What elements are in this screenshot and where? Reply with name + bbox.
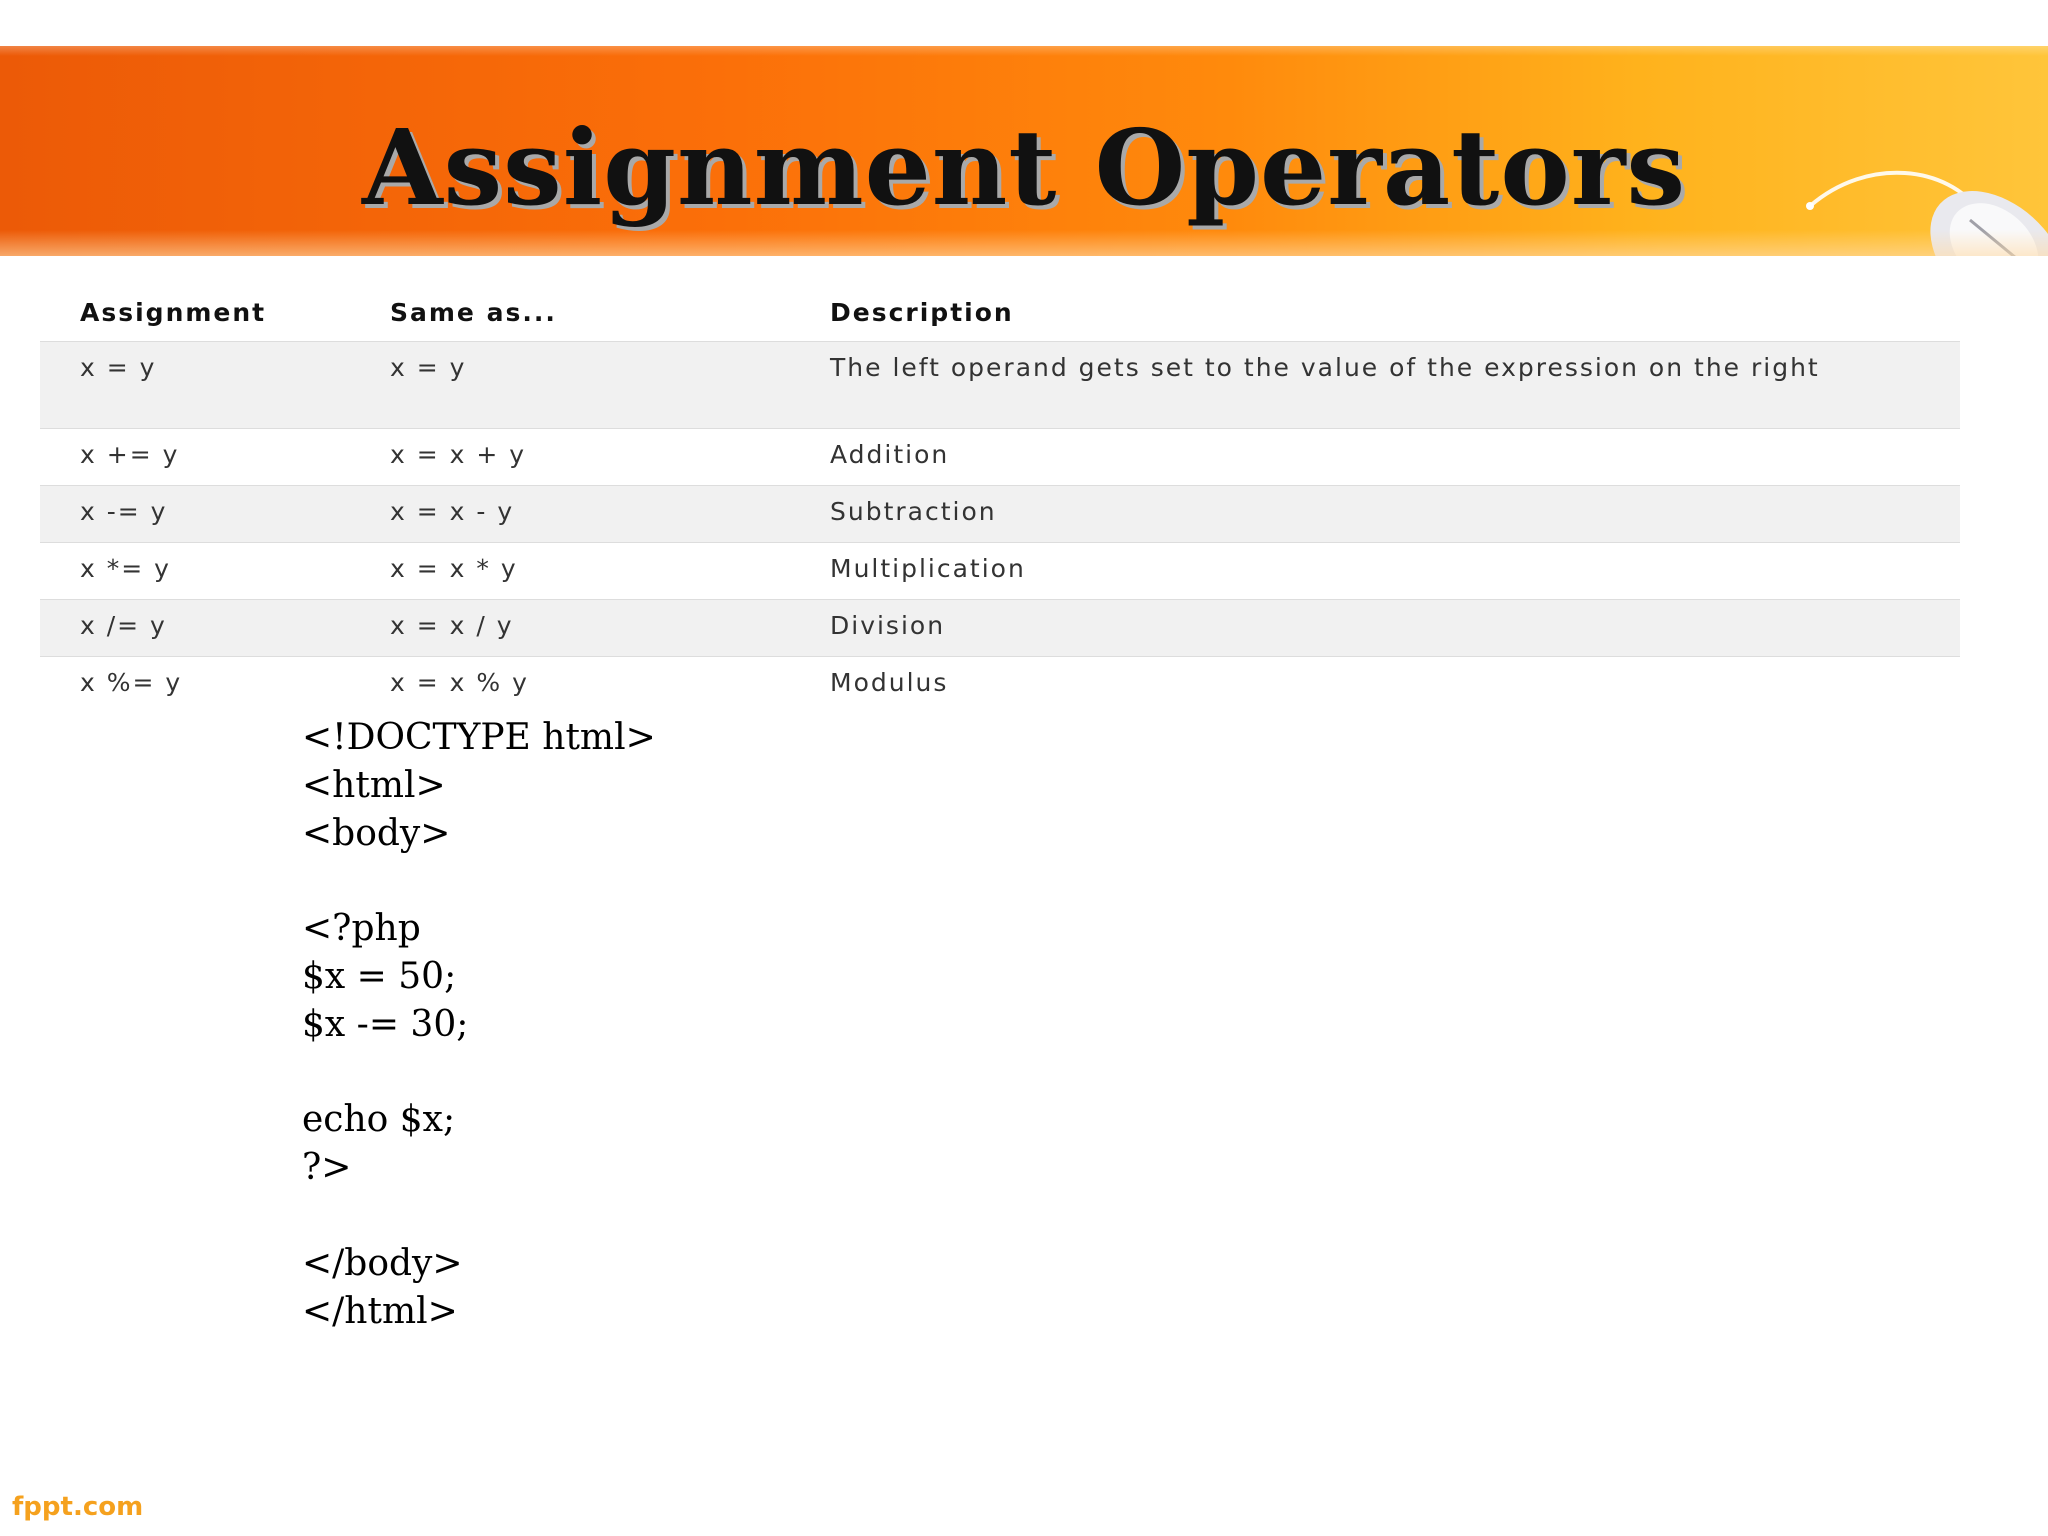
- code-line: <html>: [302, 764, 446, 806]
- title-banner: [0, 46, 2048, 256]
- operators-table: [40, 284, 1960, 704]
- table-row: [40, 600, 1960, 657]
- column-header-same-as: Same as...: [350, 284, 790, 342]
- code-line: <body>: [302, 812, 451, 854]
- code-line: $x = 50;: [302, 955, 457, 997]
- code-line: ?>: [302, 1147, 352, 1189]
- code-line: </html>: [302, 1290, 458, 1332]
- code-line: <!DOCTYPE html>: [302, 717, 656, 758]
- table-header-row: [40, 284, 1960, 342]
- same-as-cell: x = y: [350, 342, 790, 429]
- table-row: [40, 657, 1960, 705]
- description-cell: Modulus: [790, 657, 1960, 705]
- same-as-cell: x = x * y: [350, 543, 790, 600]
- description-cell: Multiplication: [790, 543, 1960, 600]
- code-line: $x -= 30;: [302, 1003, 469, 1045]
- code-example: [302, 714, 656, 1335]
- assignment-cell: x *= y: [40, 543, 350, 600]
- code-line: <?php: [302, 908, 421, 950]
- same-as-cell: x = x - y: [350, 486, 790, 543]
- same-as-cell: x = x / y: [350, 600, 790, 657]
- table-row: [40, 543, 1960, 600]
- code-line: </body>: [302, 1242, 463, 1284]
- code-line: echo $x;: [302, 1099, 456, 1141]
- description-cell: Subtraction: [790, 486, 1960, 543]
- assignment-cell: x -= y: [40, 486, 350, 543]
- assignment-cell: x += y: [40, 429, 350, 486]
- code-line: [302, 857, 656, 905]
- code-line: [302, 1192, 656, 1240]
- same-as-cell: x = x % y: [350, 657, 790, 705]
- column-header-description: Description: [790, 284, 1960, 342]
- assignment-cell: x = y: [40, 342, 350, 429]
- description-cell: Addition: [790, 429, 1960, 486]
- table-row: [40, 342, 1960, 429]
- slide-title: Assignment Operators: [361, 106, 1687, 229]
- description-cell: The left operand gets set to the value of the expression on the right: [790, 342, 1960, 429]
- assignment-cell: x /= y: [40, 600, 350, 657]
- assignment-cell: x %= y: [40, 657, 350, 705]
- same-as-cell: x = x + y: [350, 429, 790, 486]
- computer-mouse-icon: [1748, 166, 2048, 256]
- footer-logo: fppt.com: [12, 1492, 144, 1522]
- table-row: [40, 486, 1960, 543]
- description-cell: Division: [790, 600, 1960, 657]
- table-row: [40, 429, 1960, 486]
- code-line: [302, 1049, 656, 1097]
- column-header-assignment: Assignment: [40, 284, 350, 342]
